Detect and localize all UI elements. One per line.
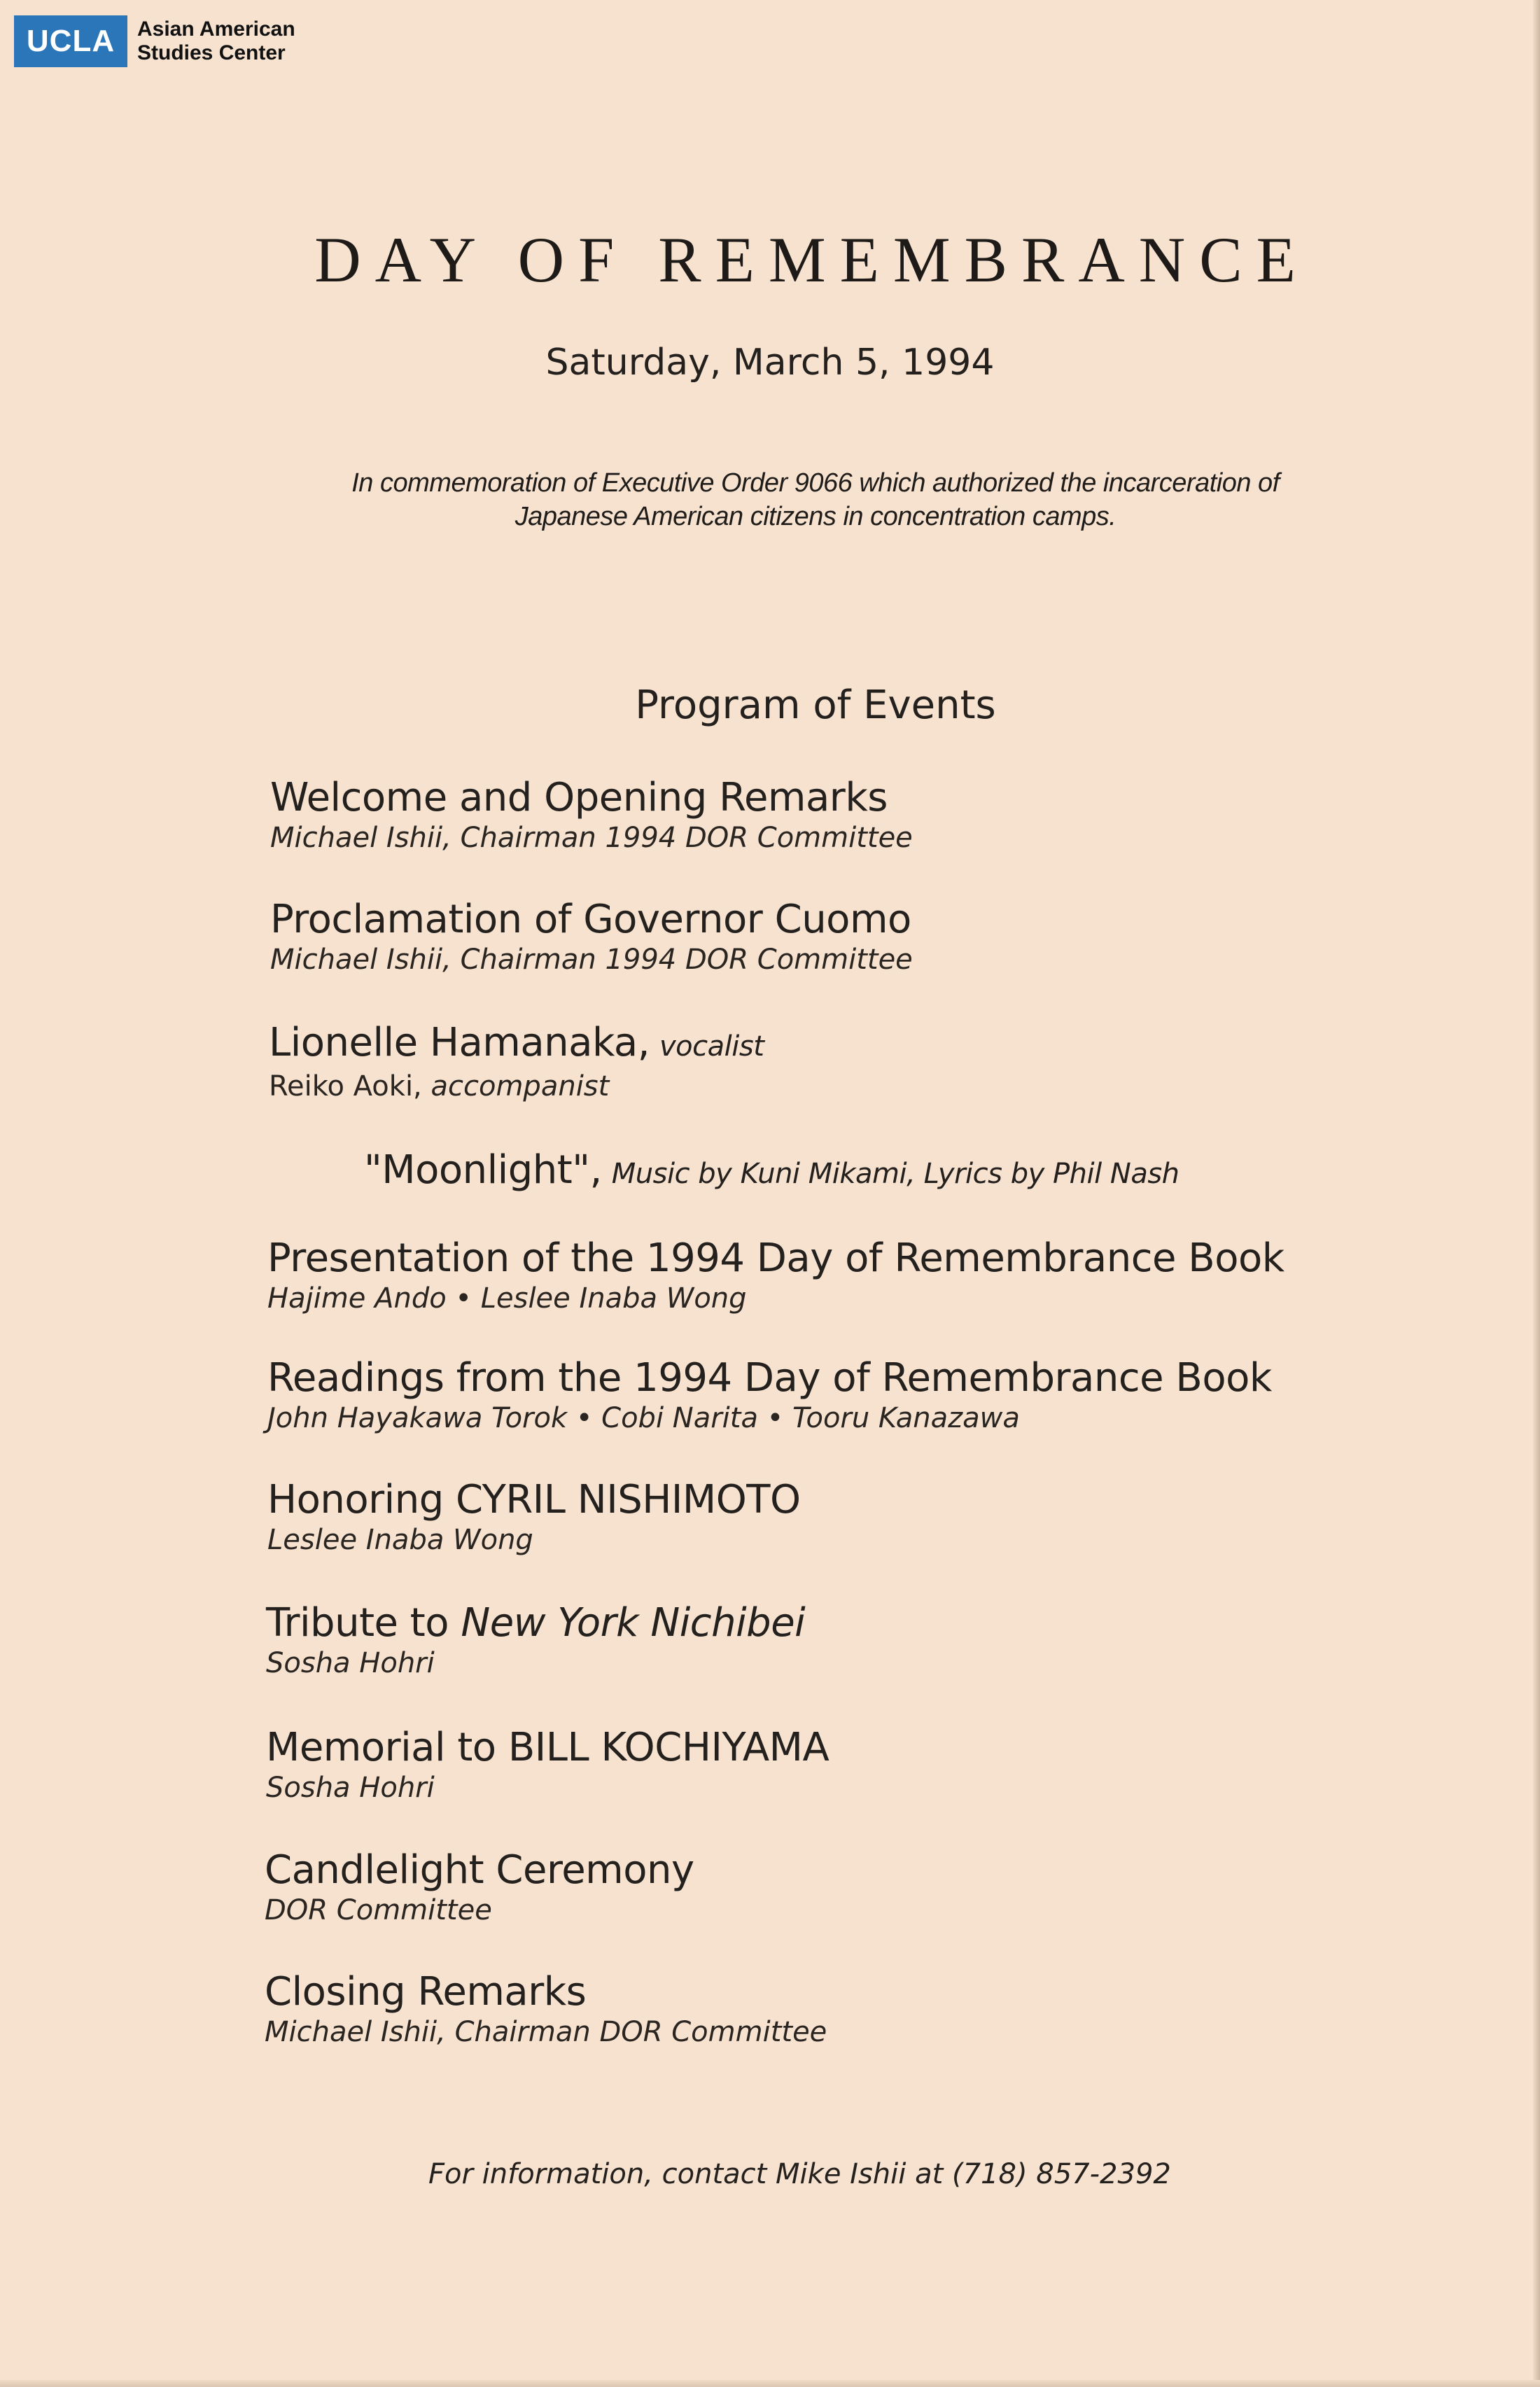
program-item-tribute <box>266 1601 805 1681</box>
program-item-title: Memorial to BILL KOCHIYAMA <box>266 1725 830 1770</box>
program-item-vocalist <box>269 1021 764 1104</box>
tribute-prefix: Tribute to <box>266 1600 449 1646</box>
commemoration-note: In commemoration of Executive Order 9066 which authorized the incarceration of Japanese American citizens in concentration camps. <box>351 468 1280 531</box>
program-item-title <box>266 1601 805 1646</box>
center-name <box>137 18 295 65</box>
center-name-line-2: Studies Center <box>137 41 286 64</box>
program-item-proclamation <box>270 897 913 977</box>
program-item-presenter: Sosha Hohri <box>266 1772 435 1804</box>
center-name-line-1: Asian American <box>137 18 295 41</box>
event-date: Saturday, March 5, 1994 <box>545 342 995 384</box>
program-item-presenter: DOR Committee <box>265 1894 492 1926</box>
program-item-book-presentation <box>267 1236 1284 1316</box>
ucla-aasc-logo <box>14 15 295 67</box>
program-item-title: Candlelight Ceremony <box>265 1847 694 1893</box>
accompanist-role: accompanist <box>430 1070 610 1102</box>
publication-name: New York Nichibei <box>461 1600 806 1646</box>
contact-info: For information, contact Mike Ishii at (718) 857-2392 <box>428 2158 1171 2190</box>
accompanist-name: Reiko Aoki, <box>269 1070 422 1102</box>
program-item-book-readings <box>267 1356 1272 1436</box>
program-item-title <box>269 1021 764 1069</box>
program-item-title: Presentation of the 1994 Day of Remembrance Book <box>267 1236 1284 1281</box>
program-item-presenter: Michael Ishii, Chairman 1994 DOR Committee <box>270 822 913 854</box>
paper-edge-bottom <box>0 2380 1540 2387</box>
program-item-presenter: Hajime Ando • Leslee Inaba Wong <box>267 1282 747 1315</box>
program-item-title: Closing Remarks <box>265 1969 587 2015</box>
program-item-title: Readings from the 1994 Day of Remembrance Book <box>267 1355 1272 1401</box>
program-item-title <box>364 1148 1180 1196</box>
program-item-honoring <box>267 1478 801 1558</box>
program-item-presenter: Sosha Hohri <box>266 1647 435 1679</box>
ucla-badge: UCLA <box>14 15 127 67</box>
program-item-presenter: Michael Ishii, Chairman DOR Committee <box>265 2016 827 2048</box>
program-item-welcome <box>270 776 913 855</box>
program-item-presenter: Michael Ishii, Chairman 1994 DOR Committee <box>270 944 913 976</box>
program-item-closing <box>265 1970 827 2050</box>
program-item-presenter <box>269 1069 764 1104</box>
program-item-title: Welcome and Opening Remarks <box>270 775 888 820</box>
program-item-title: Honoring CYRIL NISHIMOTO <box>267 1477 801 1522</box>
program-item-memorial <box>266 1726 829 1805</box>
performer-role: vocalist <box>659 1030 764 1063</box>
program-item-presenter: John Hayakawa Torok • Cobi Narita • Tooru Kanazawa <box>267 1402 1020 1434</box>
program-heading: Program of Events <box>635 682 996 728</box>
program-item-moonlight <box>364 1148 1180 1196</box>
program-item-candlelight <box>265 1848 694 1928</box>
song-title: "Moonlight", <box>364 1147 602 1193</box>
performer-name: Lionelle Hamanaka, <box>269 1020 650 1065</box>
page-title: DAY OF REMEMBRANCE <box>314 224 1310 295</box>
program-item-presenter: Leslee Inaba Wong <box>267 1524 533 1556</box>
program-item-title: Proclamation of Governor Cuomo <box>270 897 911 942</box>
song-credits: Music by Kuni Mikami, Lyrics by Phil Nash <box>611 1158 1180 1190</box>
